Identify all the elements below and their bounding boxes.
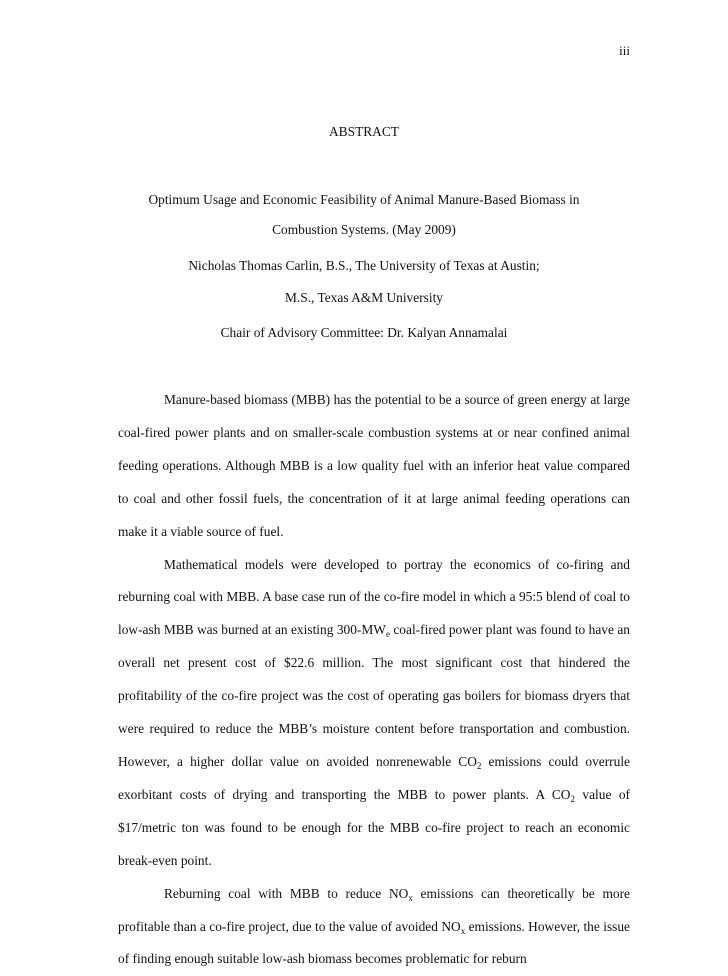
- abstract-body: [118, 384, 630, 976]
- author-line: Nicholas Thomas Carlin, B.S., The University of Texas at Austin;: [188, 258, 540, 273]
- p3-text-b: emissions can theoretically be more profitable than a co-fire project, due to the value of avoided NO: [118, 885, 631, 934]
- title-line-2: Combustion Systems. (May 2009): [272, 222, 456, 237]
- p2-text-d: value of $17/metric ton was found to be enough for the MBB co-fire project to reach an economic break-even point.: [118, 786, 630, 868]
- degree-line: M.S., Texas A&M University: [284, 290, 444, 305]
- paragraph-1: Manure-based biomass (MBB) has the potential to be a source of green energy at large coal-fired power plants and on smaller-scale combustion systems at or near confined animal feeding operations. Although MBB is a low quality fuel with an inferior heat value compared to coal and other fossil fuels, the concentration of it at large animal feeding operations can make it a viable source of fuel.: [118, 392, 630, 539]
- p2-text-c: emissions could overrule exorbitant costs of drying and transporting the MBB to power plants. A CO: [118, 753, 630, 802]
- committee-chair-line: Chair of Advisory Committee: Dr. Kalyan Annamalai: [220, 325, 508, 340]
- p2-text-a: Mathematical models were developed to portray the economics of co-firing and reburning coal with MBB. A base case run of the co-fire model in which a 95:5 blend of coal to low-ash MBB was burned at an existing 300-MW: [118, 556, 630, 638]
- p3-sub-xb: x: [460, 925, 466, 936]
- abstract-heading: ABSTRACT: [329, 124, 399, 139]
- paragraph-3: [118, 878, 630, 976]
- p2-sub-e: e: [385, 629, 390, 640]
- p3-text-a: Reburning coal with MBB to reduce NO: [164, 885, 409, 901]
- p3-text-c: emissions. However, the issue of finding enough suitable low-ash biomass becomes problematic for reburn: [118, 918, 630, 967]
- page-number: iii: [619, 43, 630, 58]
- title-line-1: Optimum Usage and Economic Feasibility of Animal Manure-Based Biomass in: [148, 192, 580, 207]
- p2-sub-2a: 2: [476, 760, 482, 771]
- paragraph-2: [118, 549, 630, 878]
- p3-sub-xa: x: [408, 892, 413, 903]
- p2-sub-2b: 2: [570, 793, 575, 804]
- p2-text-b: coal-fired power plant was found to have an overall net present cost of $22.6 million. The most significant cost that hindered the profitability of the co-fire project was the cost of operating gas boilers for biomass dryers that were required to reduce the MBB’s moisture content before transportation and combustion. However, a higher dollar value on avoided nonrenewable CO: [118, 622, 630, 769]
